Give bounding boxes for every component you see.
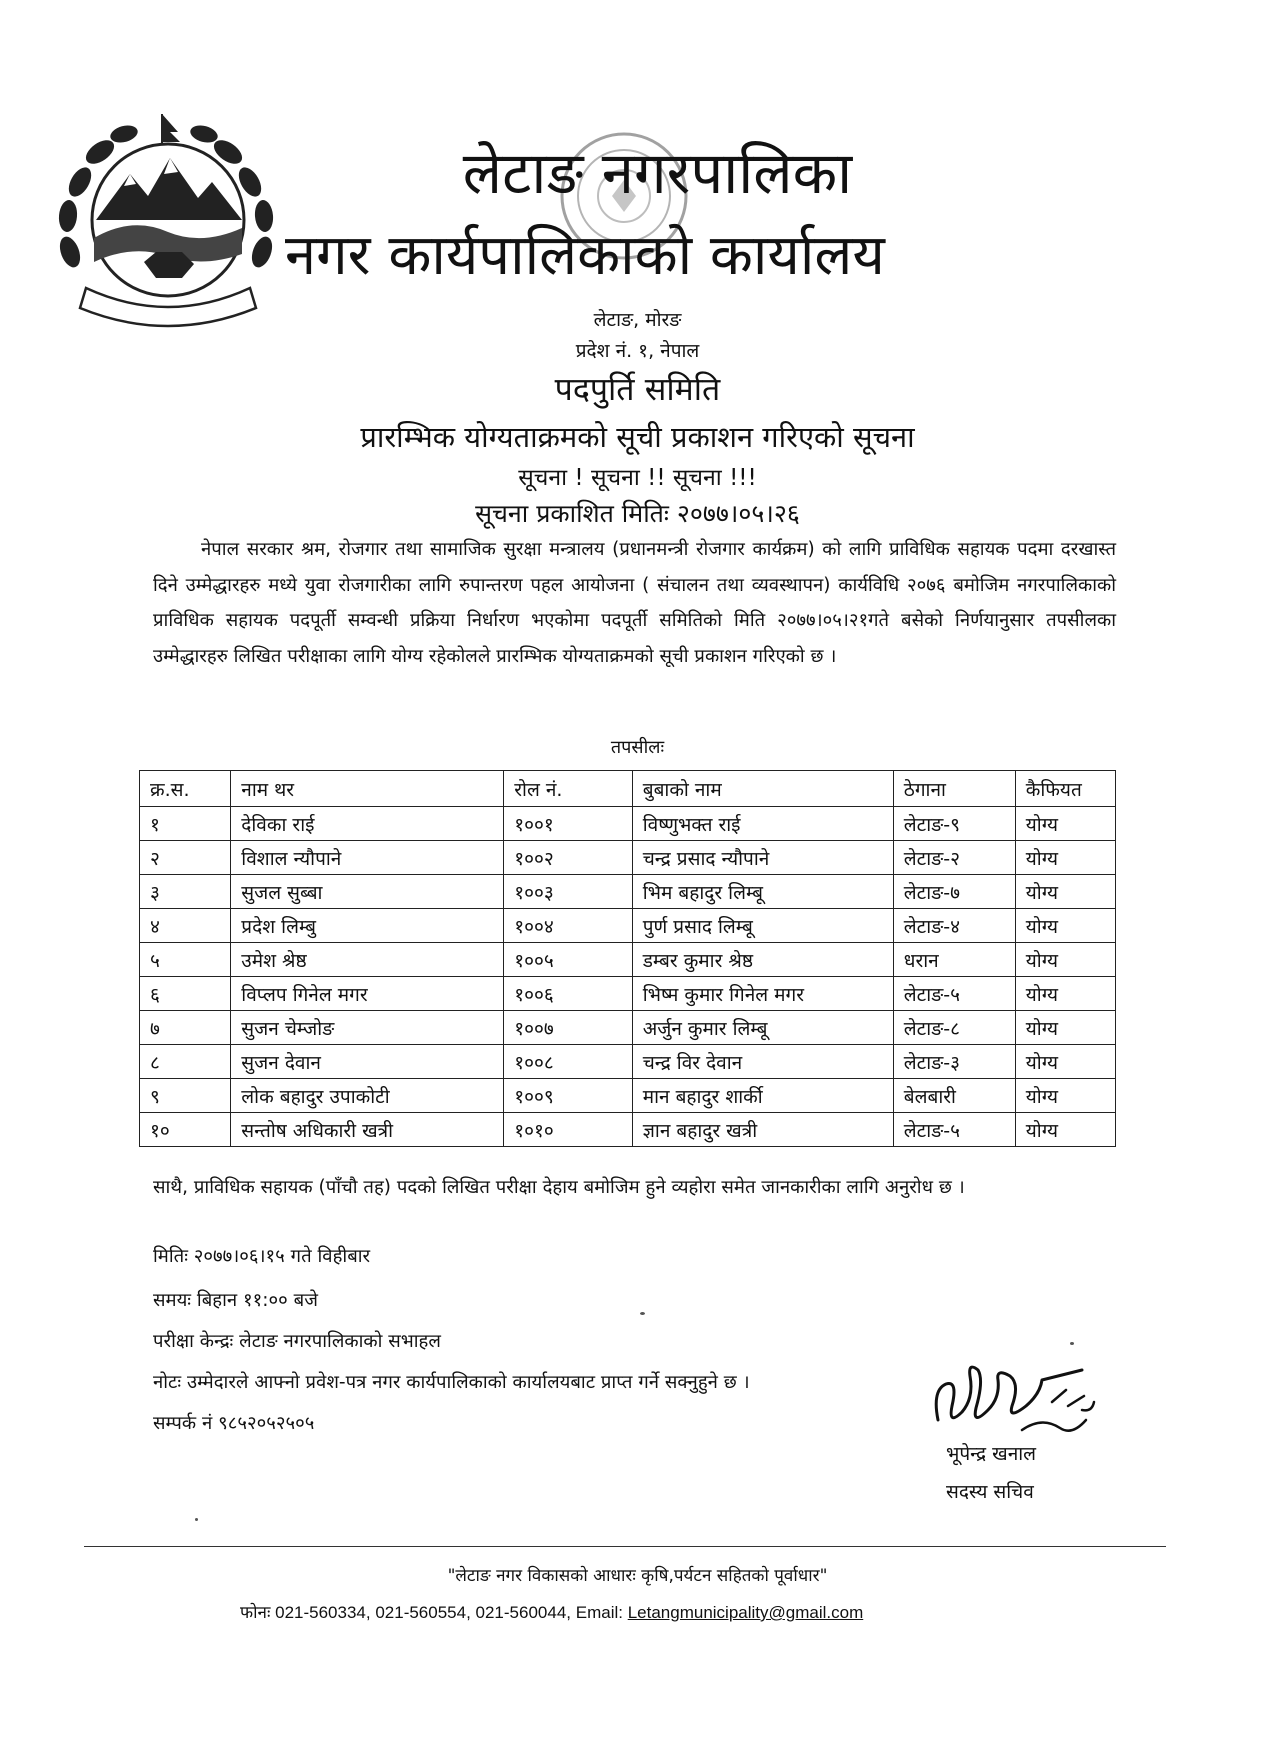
footer-contact (240, 1600, 863, 1623)
col-header-serial: क्र.स. (140, 771, 231, 807)
cell-address: लेटाङ-५ (893, 1113, 1015, 1147)
table-row (140, 977, 1116, 1011)
notice-paragraph (153, 532, 1116, 674)
cell-serial: ३ (140, 875, 231, 909)
table-row (140, 841, 1116, 875)
email-label: Email: (575, 1603, 623, 1622)
cell-roll: १००७ (504, 1011, 632, 1045)
cell-address: लेटाङ-७ (893, 875, 1015, 909)
table-row (140, 1045, 1116, 1079)
cell-name: सन्तोष अधिकारी खत्री (231, 1113, 504, 1147)
cell-name: सुजल सुब्बा (231, 875, 504, 909)
cell-name: विप्लप गिनेल मगर (231, 977, 504, 1011)
cell-remarks: योग्य (1015, 1079, 1115, 1113)
cell-remarks: योग्य (1015, 1045, 1115, 1079)
cell-name: उमेश श्रेष्ठ (231, 943, 504, 977)
published-date: सूचना प्रकाशित मितिः २०७७।०५।२६ (475, 499, 800, 528)
cell-address: लेटाङ-२ (893, 841, 1015, 875)
cell-roll: १००४ (504, 909, 632, 943)
cell-father: भिष्म कुमार गिनेल मगर (632, 977, 893, 1011)
cell-remarks: योग्य (1015, 1011, 1115, 1045)
cell-address: बेलबारी (893, 1079, 1015, 1113)
cell-remarks: योग्य (1015, 841, 1115, 875)
exam-center: परीक्षा केन्द्रः लेटाङ नगरपालिकाको सभाहल (153, 1331, 441, 1352)
cell-remarks: योग्य (1015, 909, 1115, 943)
cell-serial: ५ (140, 943, 231, 977)
col-header-roll: रोल नं. (504, 771, 632, 807)
notice-paragraph-text: नेपाल सरकार श्रम, रोजगार तथा सामाजिक सुरक्षा मन्त्रालय (प्रधानमन्त्री रोजगार कार्यक्रम) को लागि प्राविधिक सहायक पदमा दरखास्त दिने उम्मेद्धारहरु मध्ये युवा रोजगारीका लागि रुपान्तरण पहल आयोजना ( संचालन तथा व्यवस्थापन) कार्यविधि २०७६ बमोजिम नगरपालिकाको प्राविधिक सहायक पदपूर्ती सम्वन्धी प्रक्रिया निर्धारण भएकोमा पदपूर्ती समितिको मिति २०७७।०५।२१गते बसेको निर्णयानुसार तपसीलका उम्मेद्धारहरु लिखित परीक्षाका लागि योग्य रहेकोलले प्रारम्भिक योग्यताक्रमको सूची प्रकाशन गरिएको छ । (153, 539, 1116, 667)
cell-address: लेटाङ-८ (893, 1011, 1015, 1045)
col-header-name: नाम थर (231, 771, 504, 807)
exam-intro: साथै, प्राविधिक सहायक (पाँचौ तह) पदको लिखित परीक्षा देहाय बमोजिम हुने व्यहोरा समेत जानकारीका लागि अनुरोध छ । (153, 1177, 965, 1198)
cell-remarks: योग्य (1015, 1113, 1115, 1147)
cell-name: लोक बहादुर उपाकोटी (231, 1079, 504, 1113)
cell-roll: १०१० (504, 1113, 632, 1147)
cell-remarks: योग्य (1015, 977, 1115, 1011)
cell-name: सुजन देवान (231, 1045, 504, 1079)
signer-name: भूपेन्द्र खनाल (946, 1443, 1037, 1465)
cell-father: चन्द्र विर देवान (632, 1045, 893, 1079)
cell-roll: १००६ (504, 977, 632, 1011)
cell-serial: ८ (140, 1045, 231, 1079)
municipality-name: लेटाङ नगरपालिका (462, 139, 853, 207)
cell-father: डम्बर कुमार श्रेष्ठ (632, 943, 893, 977)
cell-name: देविका राई (231, 807, 504, 841)
cell-roll: १००८ (504, 1045, 632, 1079)
notice-subtitle: प्रारम्भिक योग्यताक्रमको सूची प्रकाशन गरिएको सूचना (360, 420, 915, 454)
committee-heading: पदपुर्ति समिति (554, 370, 721, 408)
cell-remarks: योग्य (1015, 875, 1115, 909)
cell-roll: १००२ (504, 841, 632, 875)
cell-roll: १००५ (504, 943, 632, 977)
phone-numbers: 021-560334, 021-560554, 021-560044, (275, 1603, 571, 1622)
table-row (140, 1011, 1116, 1045)
cell-father: मान बहादुर शार्की (632, 1079, 893, 1113)
table-row (140, 1113, 1116, 1147)
address-line-2: प्रदेश नं. १, नेपाल (575, 340, 700, 362)
cell-father: भिम बहादुर लिम्बू (632, 875, 893, 909)
cell-address: लेटाङ-९ (893, 807, 1015, 841)
table-row (140, 943, 1116, 977)
cell-address: धरान (893, 943, 1015, 977)
col-header-father: बुबाको नाम (632, 771, 893, 807)
notice-exclamation: सूचना ! सूचना !! सूचना !!! (518, 465, 757, 491)
exam-date: मितिः २०७७।०६।१५ गते विहीबार (153, 1246, 371, 1267)
candidate-table (139, 770, 1116, 1147)
cell-serial: १ (140, 807, 231, 841)
scan-speck (195, 1518, 198, 1521)
cell-roll: १००९ (504, 1079, 632, 1113)
cell-father: चन्द्र प्रसाद न्यौपाने (632, 841, 893, 875)
footer-slogan: "लेटाङ नगर विकासको आधारः कृषि,पर्यटन सहितको पूर्वाधार" (447, 1566, 828, 1586)
footer-divider (84, 1546, 1166, 1547)
office-name: नगर कार्यपालिकाको कार्यालय (285, 223, 885, 288)
cell-address: लेटाङ-३ (893, 1045, 1015, 1079)
cell-father: पुर्ण प्रसाद लिम्बू (632, 909, 893, 943)
table-header-row (140, 771, 1116, 807)
cell-serial: ७ (140, 1011, 231, 1045)
email-link[interactable]: Letangmunicipality@gmail.com (627, 1603, 864, 1622)
cell-father: अर्जुन कुमार लिम्बू (632, 1011, 893, 1045)
col-header-remarks: कैफियत (1015, 771, 1115, 807)
table-row (140, 807, 1116, 841)
signer-title: सदस्य सचिव (946, 1481, 1034, 1503)
exam-time: समयः बिहान ११:०० बजे (153, 1290, 318, 1311)
cell-address: लेटाङ-५ (893, 977, 1015, 1011)
cell-roll: १००३ (504, 875, 632, 909)
cell-name: सुजन चेम्जोङ (231, 1011, 504, 1045)
table-row (140, 1079, 1116, 1113)
scan-speck (1070, 1342, 1074, 1345)
cell-remarks: योग्य (1015, 807, 1115, 841)
cell-serial: ९ (140, 1079, 231, 1113)
scan-speck (640, 1312, 645, 1315)
cell-roll: १००१ (504, 807, 632, 841)
contact-number: सम्पर्क नं ९८५२०५२५०५ (153, 1413, 315, 1434)
col-header-address: ठेगाना (893, 771, 1015, 807)
cell-serial: २ (140, 841, 231, 875)
address-line-1: लेटाङ, मोरङ (593, 309, 682, 331)
phone-label: फोनः (240, 1603, 271, 1622)
exam-note: नोटः उम्मेदारले आफ्नो प्रवेश-पत्र नगर कार्यपालिकाको कार्यालयबाट प्राप्त गर्ने सक्नुहुने छ । (153, 1372, 750, 1393)
table-row (140, 909, 1116, 943)
details-label: तपसीलः (610, 737, 665, 758)
cell-address: लेटाङ-४ (893, 909, 1015, 943)
table-row (140, 875, 1116, 909)
cell-remarks: योग्य (1015, 943, 1115, 977)
cell-name: प्रदेश लिम्बु (231, 909, 504, 943)
cell-father: विष्णुभक्त राई (632, 807, 893, 841)
cell-serial: ४ (140, 909, 231, 943)
cell-serial: १० (140, 1113, 231, 1147)
cell-serial: ६ (140, 977, 231, 1011)
cell-name: विशाल न्यौपाने (231, 841, 504, 875)
cell-father: ज्ञान बहादुर खत्री (632, 1113, 893, 1147)
